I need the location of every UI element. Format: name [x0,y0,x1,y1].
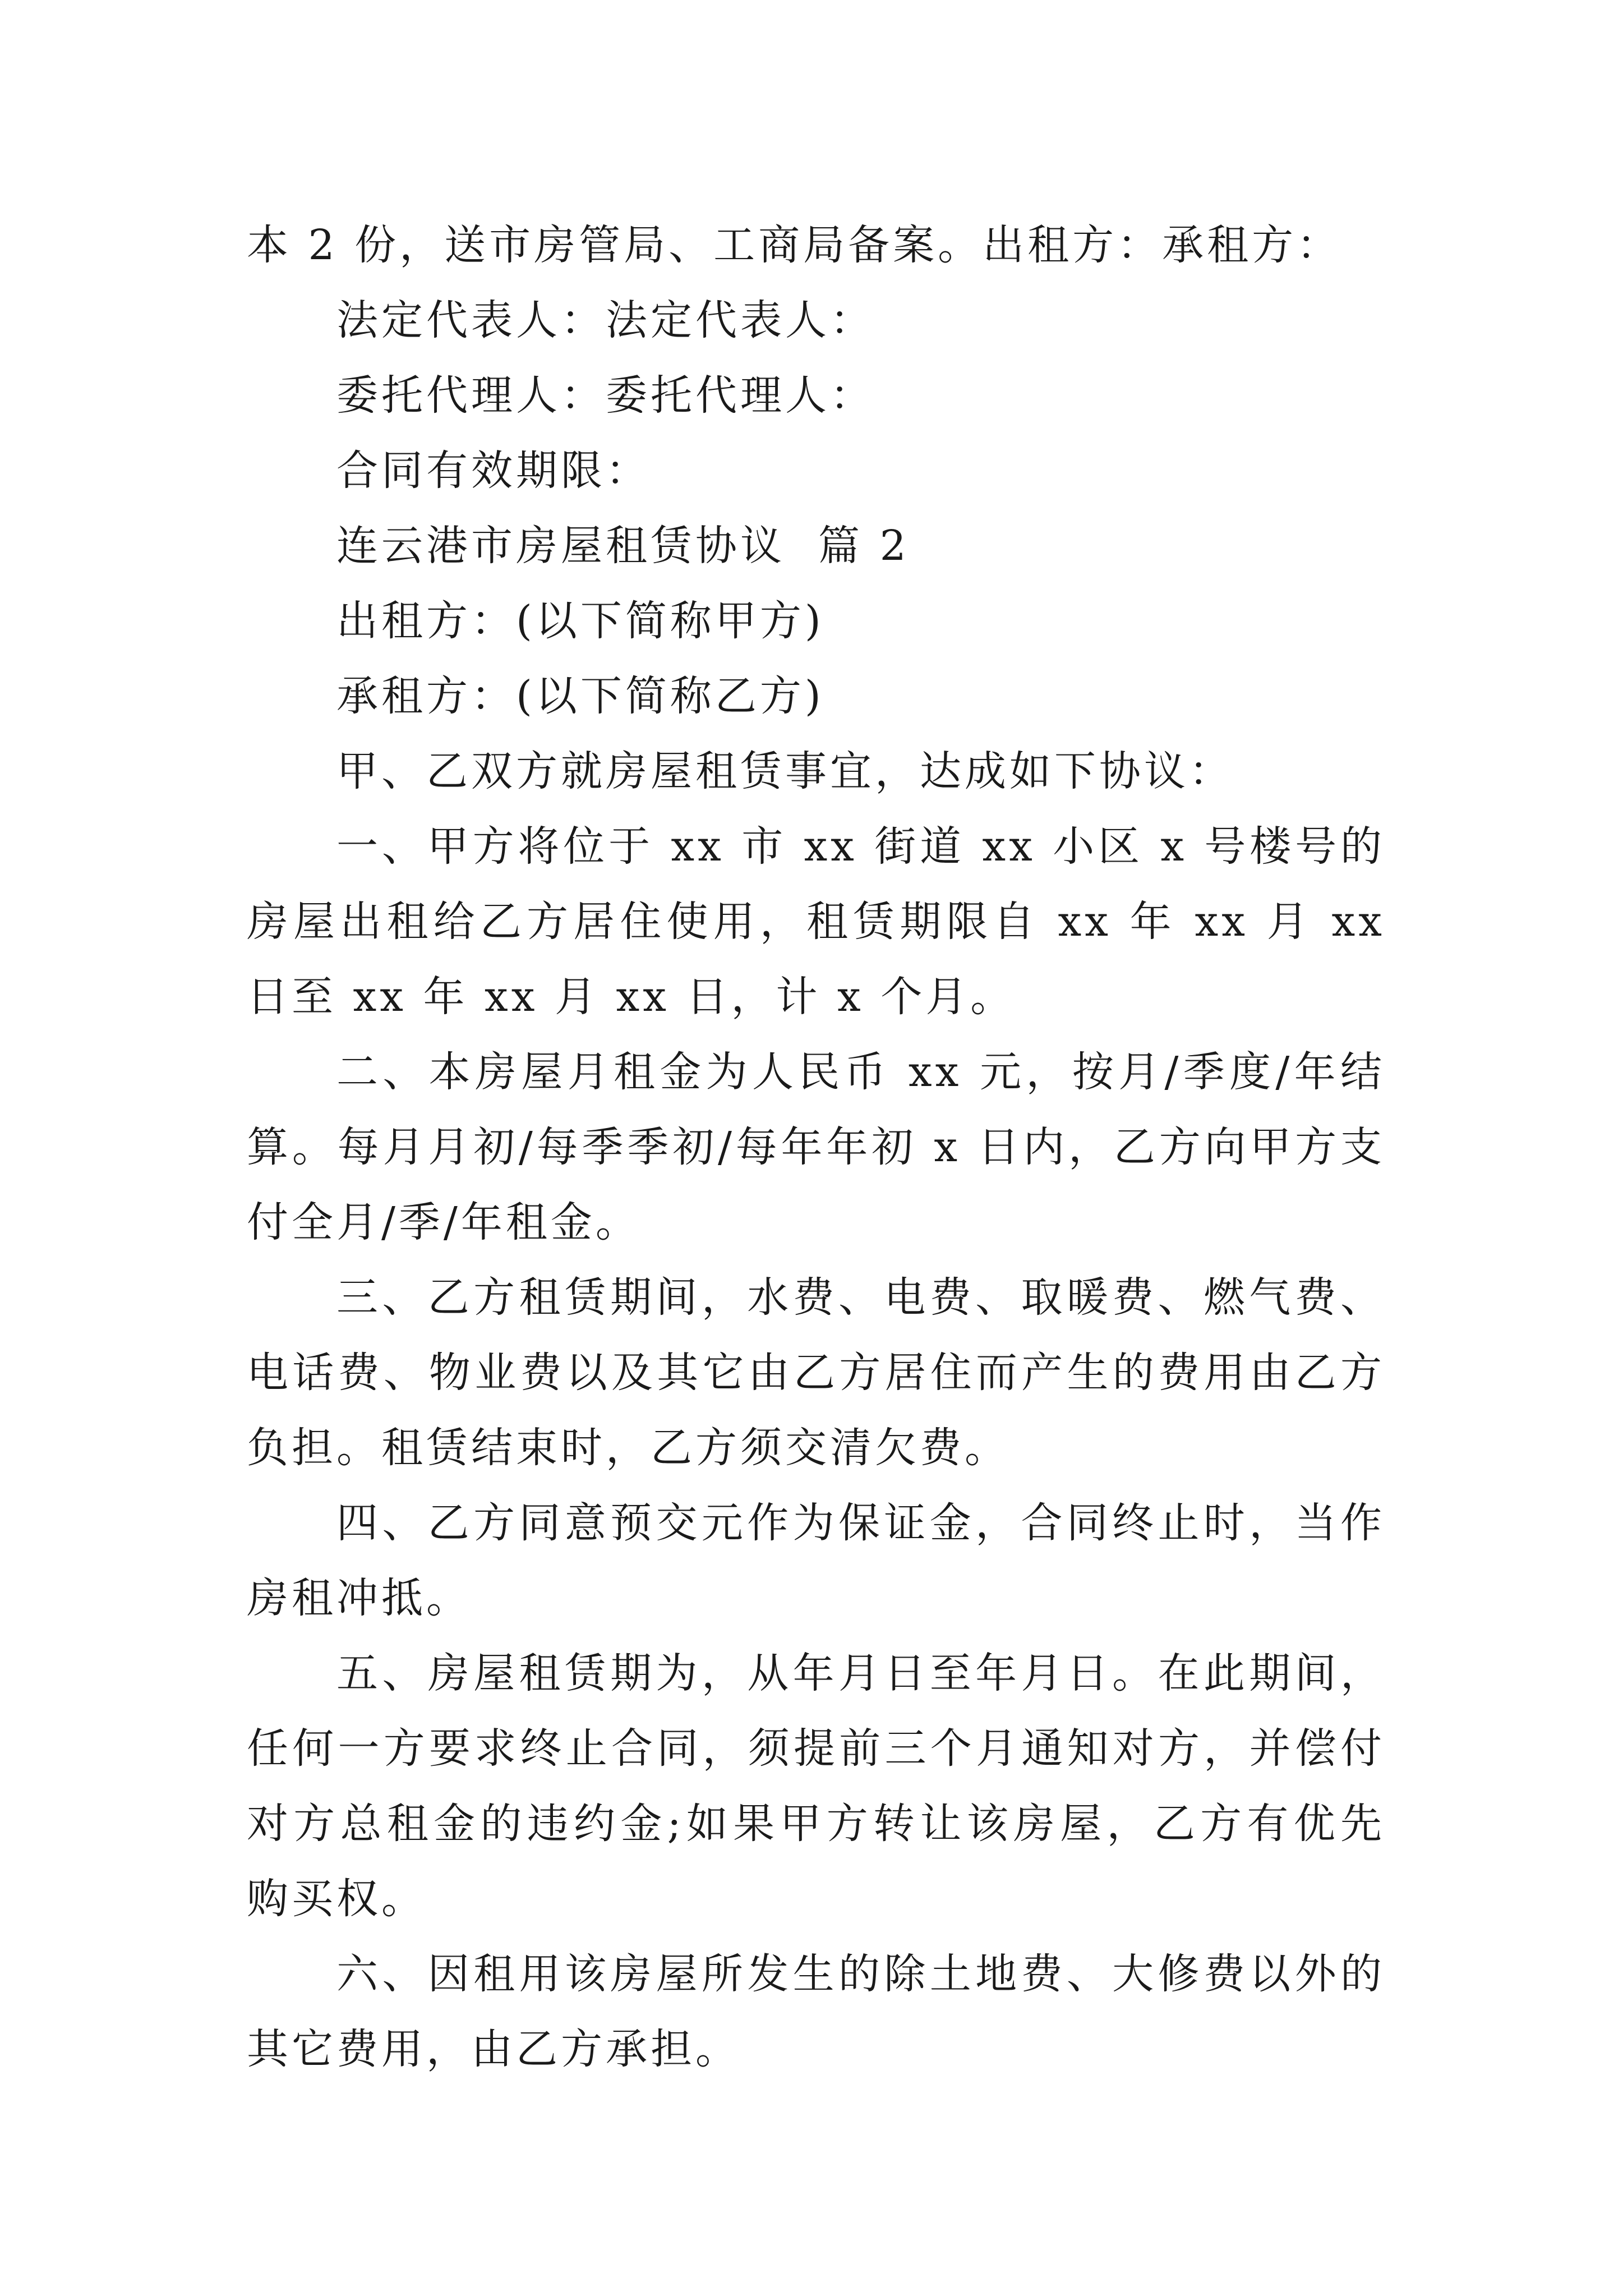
paragraph-clause-1: 一、甲方将位于 xx 市 xx 街道 xx 小区 x 号楼号的房屋出租给乙方居住使用，租赁期限自 xx 年 xx 月 xx 日至 xx 年 xx 月 xx 日，计 x 个月。 [247,822,1402,1021]
paragraph-clause-6: 六、因租用该房屋所发生的除土地费、大修费以外的其它费用，由乙方承担。 [247,1950,1385,2073]
paragraph-lessee: 承租方：(以下简称乙方) [336,672,824,720]
paragraph-agreement-intro: 甲、乙双方就房屋租赁事宜，达成如下协议： [336,747,1234,795]
paragraph-clause-2: 二、本房屋月租金为人民币 xx 元，按月/季度/年结算。每月月初/每季季初/每年年初 x 日内，乙方向甲方支付全月/季/年租金。 [247,1048,1385,1246]
paragraph-copies-and-parties: 本 2 份，送市房管局、工商局备案。出租方：承租方： [247,221,1342,269]
paragraph-clause-5: 五、房屋租赁期为，从年月日至年月日。在此期间，任何一方要求终止合同，须提前三个月通知对方，并偿付对方总租金的违约金;如果甲方转让该房屋，乙方有优先购买权。 [247,1649,1385,1923]
paragraph-contract-validity: 合同有效期限： [336,447,651,495]
paragraph-clause-3: 三、乙方租赁期间，水费、电费、取暖费、燃气费、电话费、物业费以及其它由乙方居住而产生的费用由乙方负担。租赁结束时，乙方须交清欠费。 [247,1273,1385,1472]
paragraph-clause-4: 四、乙方同意预交元作为保证金，合同终止时，当作房租冲抵。 [247,1499,1385,1622]
document-body [247,208,1402,2087]
paragraph-legal-representative: 法定代表人：法定代表人： [336,296,875,344]
paragraph-section-title: 连云港市房屋租赁协议 篇 2 [336,522,910,570]
paragraph-authorized-agent: 委托代理人：委托代理人： [336,371,875,420]
paragraph-lessor: 出租方：(以下简称甲方) [336,597,824,645]
